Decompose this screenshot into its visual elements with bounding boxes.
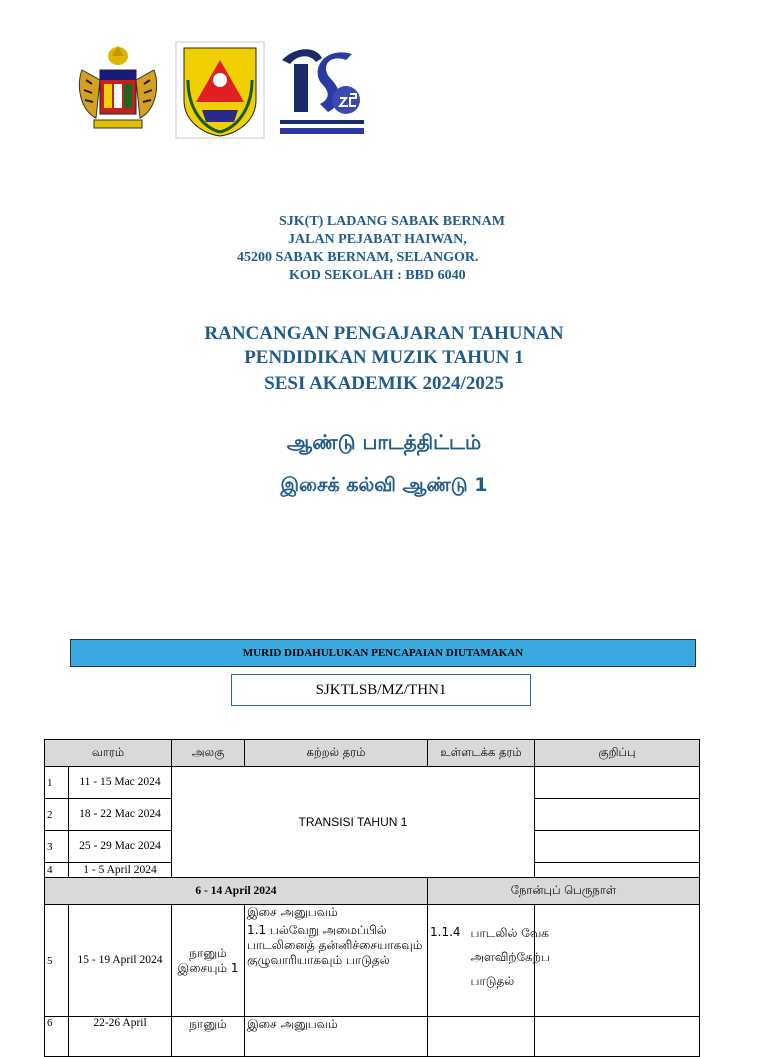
holiday-dates: 6 - 14 April 2024 xyxy=(45,878,428,905)
holiday-row xyxy=(45,878,700,905)
content-standard-cell xyxy=(428,905,550,1017)
ts25-logo xyxy=(276,40,368,140)
school-city: 45200 SABAK BERNAM, SELANGOR. xyxy=(237,250,479,265)
week-number: 1 xyxy=(45,767,69,799)
transition-cell: TRANSISI TAHUN 1 xyxy=(172,767,535,878)
tamil-plan-title: ஆண்டு பாடத்திட்டம் xyxy=(286,430,482,454)
week-number: 5 xyxy=(45,905,69,1017)
logo-row xyxy=(72,40,368,140)
week-dates: 15 - 19 April 2024 xyxy=(69,905,172,1017)
notes-cell xyxy=(535,1017,700,1057)
week-dates: 11 - 15 Mac 2024 xyxy=(69,767,172,799)
standard-heading: இசை அனுபவம் xyxy=(245,1017,428,1057)
header-week: வாரம் xyxy=(45,740,172,767)
header-content-standard: உள்ளடக்க தரம் xyxy=(428,740,535,767)
header-unit: அலகு xyxy=(172,740,245,767)
table-row xyxy=(45,1017,700,1057)
notes-cell xyxy=(535,767,700,799)
school-name: SJK(T) LADANG SABAK BERNAM xyxy=(279,214,505,229)
learning-standard-cell xyxy=(245,905,428,1017)
notes-cell xyxy=(535,905,700,1017)
content-text: பாடலில் வேக அளவிற்கேற்ப பாடுதல் xyxy=(470,926,550,988)
header-learning-standard: கற்றல் தரம் xyxy=(245,740,428,767)
school-crest-logo xyxy=(174,40,266,140)
week-dates: 18 - 22 Mac 2024 xyxy=(69,799,172,831)
header-notes: குறிப்பு xyxy=(535,740,700,767)
session-title: SESI AKADEMIK 2024/2025 xyxy=(264,373,504,394)
notes-cell xyxy=(535,799,700,831)
tamil-subject-title: இசைக் கல்வி ஆண்டு 1 xyxy=(280,474,488,496)
yearly-plan-table xyxy=(44,739,700,1057)
week-dates: 1 - 5 April 2024 xyxy=(69,863,172,878)
notes-cell xyxy=(535,831,700,863)
table-header-row xyxy=(45,740,700,767)
week-number: 3 xyxy=(45,831,69,863)
motto-banner: MURID DIDAHULUKAN PENCAPAIAN DIUTAMAKAN xyxy=(70,639,696,667)
week-number: 6 xyxy=(45,1017,69,1057)
week-number: 2 xyxy=(45,799,69,831)
plan-title: RANCANGAN PENGAJARAN TAHUNAN xyxy=(204,323,564,344)
standard-text: 1.1 பல்வேறு அமைப்பில் பாடலினைத் தன்னிச்சையாகவும் குழுவாரியாகவும் பாடுதல் xyxy=(247,923,423,967)
school-code: KOD SEKOLAH : BBD 6040 xyxy=(289,268,466,283)
unit-cell: நானும் xyxy=(172,1017,245,1057)
week-dates: 22-26 April xyxy=(69,1017,172,1057)
content-code: 1.1.4 xyxy=(430,925,461,939)
notes-cell xyxy=(535,863,700,878)
coat-of-arms-logo xyxy=(72,40,164,140)
standard-heading: இசை அனுபவம் xyxy=(247,905,338,919)
document-code: SJKTLSB/MZ/THN1 xyxy=(231,674,531,706)
unit-cell: நானும் இசையும் 1 xyxy=(172,905,245,1017)
subject-title: PENDIDIKAN MUZIK TAHUN 1 xyxy=(244,347,524,368)
week-number: 4 xyxy=(45,863,69,878)
content-standard-cell xyxy=(428,1017,535,1057)
week-dates: 25 - 29 Mac 2024 xyxy=(69,831,172,863)
table-row xyxy=(45,905,700,1017)
holiday-name: நோன்புப் பெருநாள் xyxy=(428,878,700,905)
school-street: JALAN PEJABAT HAIWAN, xyxy=(288,232,467,247)
table-row xyxy=(45,767,700,799)
